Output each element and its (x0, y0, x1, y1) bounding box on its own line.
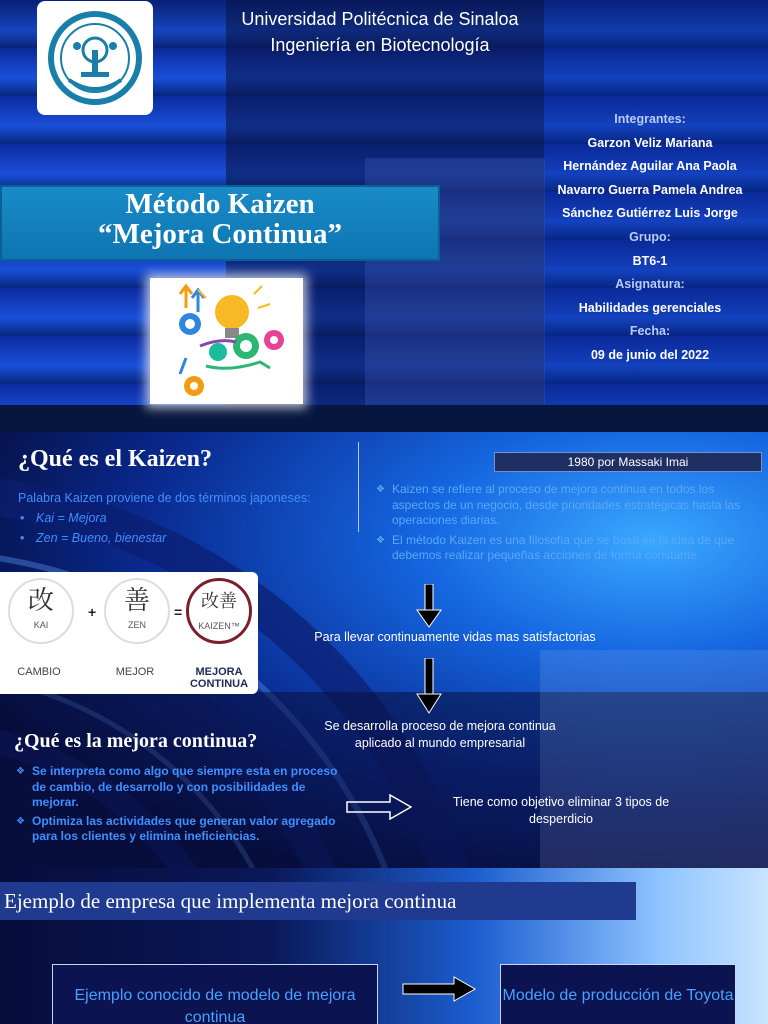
cover-slide (0, 0, 768, 432)
members-label: Integrantes: (614, 112, 686, 126)
university-name: Universidad Politécnica de Sinaloa (241, 9, 519, 29)
program-name: Ingeniería en Biotecnología (270, 35, 490, 55)
group-value: BT6-1 (632, 253, 668, 268)
kaizen-heading: ¿Qué es el Kaizen? (18, 446, 212, 472)
kanji-diagram (0, 572, 258, 694)
subject-value: Habilidades gerenciales (578, 300, 722, 315)
arrow-down-icon (416, 584, 442, 628)
zen-circle (104, 578, 170, 644)
list-item: ❖ Optimiza las actividades que generan valor agregado para los clientes y elimina ineficiencias. (16, 814, 346, 845)
kaizen-glyph: 改善 (201, 591, 237, 611)
member-name: Navarro Guerra Pamela Andrea (557, 182, 743, 197)
university-logo (37, 1, 153, 115)
member-name: Sánchez Gutiérrez Luis Jorge (562, 206, 738, 221)
kai-glyph: 改 (27, 585, 54, 615)
list-item: ❖ Se interpreta como algo que siempre esta en proceso de cambio, de desarrollo y con posibilidades de mejorar. (16, 764, 346, 811)
equals-sign: = (174, 604, 183, 620)
kai-circle (8, 578, 74, 644)
objective-line: desperdicio (529, 812, 593, 826)
caption-cambio: CAMBIO (17, 666, 61, 678)
background-band (0, 405, 768, 432)
arrow-right-icon (402, 976, 476, 1002)
university-header (160, 6, 600, 58)
objective-text (416, 794, 706, 828)
list-item: ❖ El método Kaizen es una filosofía que se basa en la idea de que debemos realizar pequeñas acciones de forma constante. (376, 533, 760, 564)
lightbulb-gears-icon (150, 278, 303, 404)
member-name: Hernández Aguilar Ana Paola (563, 159, 737, 174)
flow-step-1: Para llevar continuamente vidas mas satisfactorias (314, 630, 596, 644)
kaizen-label: KAIZEN™ (198, 621, 240, 631)
caption-mejor: MEJOR (115, 666, 155, 678)
cover-title: Método Kaizen (125, 188, 315, 220)
zen-label: ZEN (128, 620, 146, 630)
terms-list (18, 510, 311, 547)
author-badge: 1980 por Massaki Imai (494, 452, 762, 472)
kaizen-illustration (150, 278, 303, 404)
arrow-right-icon (346, 794, 412, 820)
kaizen-circle (186, 578, 252, 644)
kai-label: KAI (33, 620, 49, 630)
objective-line: Tiene como objetivo eliminar 3 tipos de (452, 795, 670, 809)
plus-sign: + (88, 604, 97, 620)
origin-text: Palabra Kaizen proviene de dos términos japoneses: (18, 491, 311, 505)
example-slide (0, 868, 768, 1024)
team-info (545, 108, 755, 368)
date-value: 09 de junio del 2022 (590, 347, 710, 362)
example-box-right: Modelo de producción de Toyota (500, 964, 736, 1024)
kaizen-origin (18, 490, 311, 547)
kaizen-points (376, 482, 760, 568)
kaizen-slide (0, 432, 768, 868)
cover-subtitle: “Mejora Continua” (97, 218, 343, 250)
arrow-down-icon (416, 658, 442, 714)
date-label: Fecha: (629, 324, 671, 339)
example-heading: Ejemplo de empresa que implementa mejora continua (0, 882, 636, 920)
list-item: ❖ Kaizen se refiere al proceso de mejora continua en todos los aspectos de un negocio, desde prioridades estratégicas hasta las operaciones diarias. (376, 482, 760, 529)
mejora-points (16, 764, 346, 848)
cover-title-banner (0, 185, 440, 261)
flow-step-2-line: aplicado al mundo empresarial (354, 736, 526, 750)
zen-glyph: 善 (123, 585, 150, 615)
mejora-heading: ¿Qué es la mejora continua? (14, 730, 258, 752)
caption-mejora-continua: MEJORA CONTINUA (189, 666, 249, 690)
member-name: Garzon Veliz Mariana (587, 135, 713, 150)
flow-step-2 (290, 718, 590, 752)
divider (358, 442, 359, 532)
list-item: • Zen = Bueno, bienestar (18, 530, 311, 547)
university-seal-icon (47, 10, 143, 106)
example-box-left: Ejemplo conocido de modelo de mejora continua (52, 964, 378, 1024)
group-label: Grupo: (629, 229, 671, 244)
subject-label: Asignatura: (615, 277, 685, 292)
list-item: • Kai = Mejora (18, 510, 311, 527)
flow-step-2-line: Se desarrolla proceso de mejora continua (324, 719, 556, 733)
